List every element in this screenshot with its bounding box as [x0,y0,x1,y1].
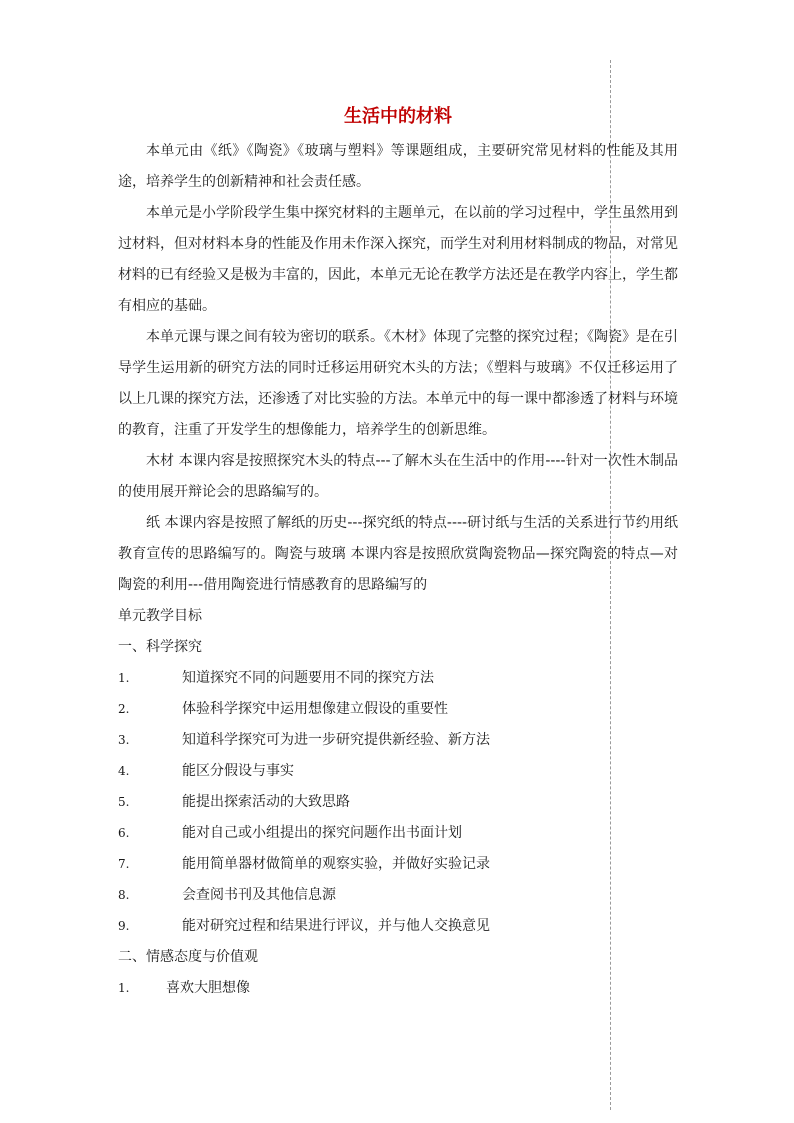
list-item [118,756,678,787]
list-item-text: 能对研究过程和结果进行评议，并与他人交换意见 [182,918,490,934]
list-item-number: 3. [118,733,130,747]
list-item-text: 能区分假设与事实 [182,763,294,779]
list-item [118,849,678,880]
list-item-number: 5. [118,795,130,809]
list-item [118,694,678,725]
list-item-number: 1. [118,981,130,995]
list-item-number: 1. [118,671,130,685]
paragraph-paper-ceramics: 纸 本课内容是按照了解纸的历史---探究纸的特点----研讨纸与生活的关系进行节约用纸教育宣传的思路编写的。陶瓷与玻璃 本课内容是按照欣赏陶瓷物品—探究陶瓷的特点—对陶瓷的利用---借用陶瓷进行情感教育的思路编写的 [118,515,678,593]
list-item [118,973,678,1004]
paragraph-connections: 本单元课与课之间有较为密切的联系。《木材》体现了完整的探究过程；《陶瓷》是在引导学生运用新的研究方法的同时迁移运用研究木头的方法；《塑料与玻璃》不仅迁移运用了以上几课的探究方法，还渗透了对比实验的方法。本单元中的每一课中都渗透了材料与环境的教育，注重了开发学生的想像能力，培养学生的创新思维。 [118,329,678,438]
section2-heading: 二、情感态度与价值观 [118,949,258,965]
list-item-text: 会查阅书刊及其他信息源 [182,887,336,903]
list-item-number: 7. [118,857,130,871]
list-item [118,787,678,818]
paragraph-intro: 本单元由《纸》《陶瓷》《玻璃与塑料》等课题组成，主要研究常见材料的性能及其用途，培养学生的创新精神和社会责任感。 [118,143,678,190]
list-item-number: 4. [118,764,130,778]
list-item-number: 8. [118,888,130,902]
paragraph-wood: 木材 本课内容是按照探究木头的特点---了解木头在生活中的作用----针对一次性木制品的使用展开辩论会的思路编写的。 [118,453,678,500]
list-item-text: 能对自己或小组提出的探究问题作出书面计划 [182,825,462,841]
list-item [118,818,678,849]
list-item-text: 知道科学探究可为进一步研究提供新经验、新方法 [182,732,490,748]
list-item [118,725,678,756]
list-item-text: 能用简单器材做简单的观察实验，并做好实验记录 [182,856,490,872]
list-item [118,911,678,942]
document-body [118,104,678,1004]
list-item [118,663,678,694]
list-item-text: 体验科学探究中运用想像建立假设的重要性 [182,701,448,717]
list-item-text: 喜欢大胆想像 [166,980,250,996]
list-item-number: 6. [118,826,130,840]
list-item-number: 2. [118,702,130,716]
document-title: 生活中的材料 [344,106,452,127]
list-item-number: 9. [118,919,130,933]
section-title-objectives: 单元教学目标 [118,608,202,624]
paragraph-background: 本单元是小学阶段学生集中探究材料的主题单元，在以前的学习过程中，学生虽然用到过材料，但对材料本身的性能及作用未作深入探究，而学生对利用材料制成的物品，对常见材料的已有经验又是极为丰富的，因此，本单元无论在教学方法还是在教学内容上，学生都有相应的基础。 [118,205,678,314]
list-item-text: 知道探究不同的问题要用不同的探究方法 [182,670,434,686]
section1-heading: 一、科学探究 [118,639,202,655]
list-item [118,880,678,911]
list-item-text: 能提出探索活动的大致思路 [182,794,350,810]
